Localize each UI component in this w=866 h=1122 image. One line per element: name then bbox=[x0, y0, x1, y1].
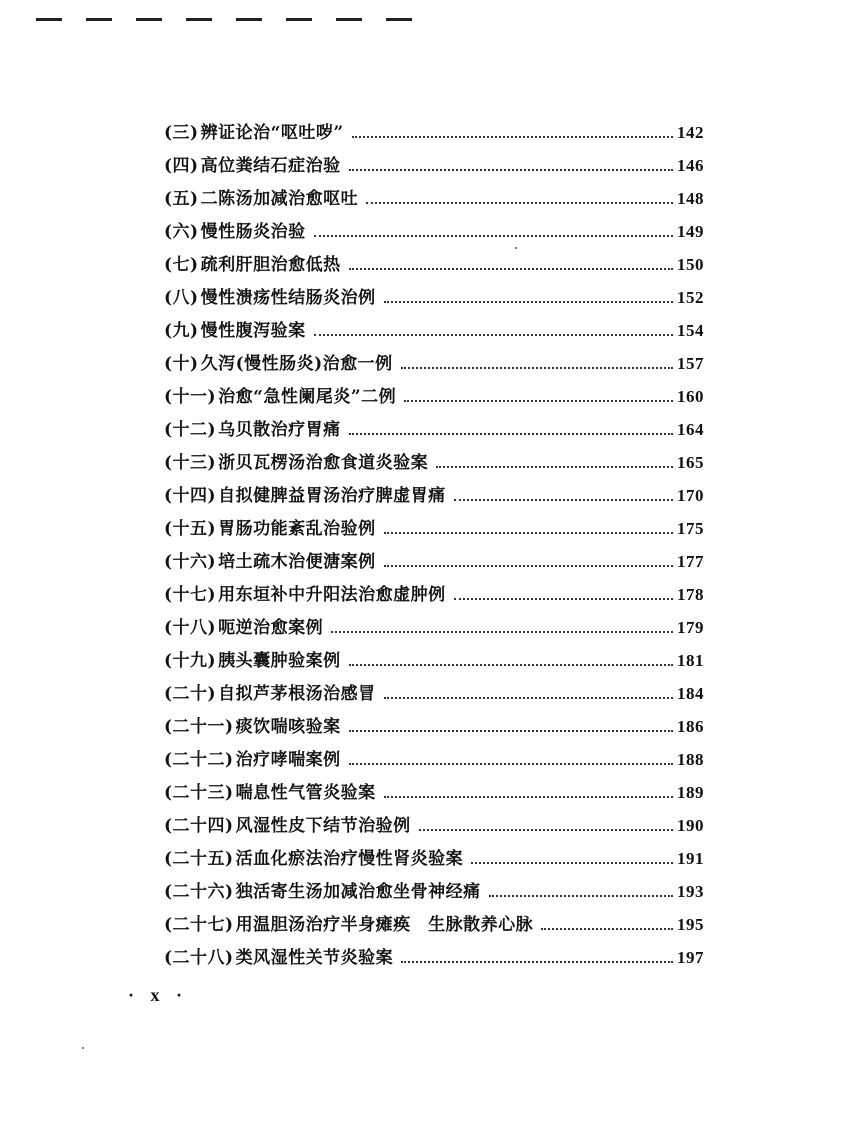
toc-entry-page: 193 bbox=[677, 882, 704, 901]
toc-leader-dots bbox=[471, 862, 673, 864]
toc-entry-number: (二十八) bbox=[164, 948, 234, 968]
scan-speck bbox=[82, 1047, 84, 1049]
toc-leader-dots bbox=[401, 961, 673, 963]
toc-entry-page: 160 bbox=[677, 387, 704, 406]
toc-entry bbox=[164, 409, 704, 442]
toc-entry bbox=[164, 904, 704, 937]
toc-entry bbox=[164, 178, 704, 211]
toc-entry bbox=[164, 310, 704, 343]
toc-entry-number: (五) bbox=[164, 189, 199, 209]
toc-entry-title: 用温胆汤治疗半身瘫痪 生脉散养心脉 bbox=[235, 915, 534, 935]
toc-entry-title: 慢性腹泻验案 bbox=[200, 321, 306, 341]
toc-leader-dots bbox=[384, 532, 673, 534]
toc-entry-page: 146 bbox=[677, 156, 704, 175]
toc-entry bbox=[164, 277, 704, 310]
toc-entry bbox=[164, 640, 704, 673]
toc-entry bbox=[164, 211, 704, 244]
toc-leader-dots bbox=[541, 928, 673, 930]
toc-entry bbox=[164, 343, 704, 376]
toc-entry-number: (十七) bbox=[164, 585, 217, 605]
page-number-marker: · x · bbox=[128, 985, 189, 1005]
toc-entry-number: (二十七) bbox=[164, 915, 234, 935]
toc-entry-number: (二十) bbox=[164, 684, 217, 704]
toc-entry-page: 189 bbox=[677, 783, 704, 802]
toc-entry bbox=[164, 706, 704, 739]
toc-leader-dots bbox=[384, 301, 673, 303]
toc-entry bbox=[164, 442, 704, 475]
toc-leader-dots bbox=[331, 631, 673, 633]
toc-entry bbox=[164, 805, 704, 838]
toc-entry-number: (二十三) bbox=[164, 783, 234, 803]
toc-entry-title: 乌贝散治疗胃痛 bbox=[218, 420, 341, 440]
toc-entry-title: 慢性溃疡性结肠炎治例 bbox=[200, 288, 376, 308]
toc-entry-number: (十五) bbox=[164, 519, 217, 539]
toc-entry-number: (六) bbox=[164, 222, 199, 242]
toc-entry bbox=[164, 574, 704, 607]
toc-entry-number: (十九) bbox=[164, 651, 217, 671]
toc-entry-number: (十三) bbox=[164, 453, 217, 473]
toc-leader-dots bbox=[384, 796, 673, 798]
toc-entry-title: 久泻(慢性肠炎)治愈一例 bbox=[200, 354, 393, 374]
toc-entry bbox=[164, 739, 704, 772]
toc-entry-title: 胰头囊肿验案例 bbox=[218, 651, 341, 671]
toc-leader-dots bbox=[404, 400, 673, 402]
toc-entry-number: (十四) bbox=[164, 486, 217, 506]
toc-entry-title: 活血化瘀法治疗慢性肾炎验案 bbox=[235, 849, 464, 869]
toc-entry bbox=[164, 772, 704, 805]
toc-entry-title: 治疗哮喘案例 bbox=[235, 750, 341, 770]
scan-speck bbox=[515, 247, 517, 249]
toc-entry-page: 150 bbox=[677, 255, 704, 274]
toc-entry-page: 152 bbox=[677, 288, 704, 307]
toc-entry-page: 186 bbox=[677, 717, 704, 736]
toc-entry bbox=[164, 145, 704, 178]
toc-entry-page: 149 bbox=[677, 222, 704, 241]
toc-entry-number: (二十二) bbox=[164, 750, 234, 770]
toc-entry-title: 培土疏木治便溏案例 bbox=[218, 552, 376, 572]
toc-leader-dots bbox=[349, 730, 673, 732]
toc-entry-number: (十一) bbox=[164, 387, 217, 407]
toc-entry-number: (十八) bbox=[164, 618, 217, 638]
toc-entry-page: 191 bbox=[677, 849, 704, 868]
header-dash-line bbox=[36, 18, 416, 24]
toc-entry bbox=[164, 838, 704, 871]
toc-entry-title: 治愈“急性阑尾炎”二例 bbox=[218, 387, 397, 407]
toc-entry bbox=[164, 541, 704, 574]
toc-leader-dots bbox=[366, 202, 673, 204]
toc-entry-title: 痰饮喘咳验案 bbox=[235, 717, 341, 737]
toc-entry-page: 197 bbox=[677, 948, 704, 967]
toc-leader-dots bbox=[352, 136, 673, 138]
toc-entry-title: 疏利肝胆治愈低热 bbox=[200, 255, 341, 275]
toc-entry-title: 辨证论治“呕吐哕” bbox=[200, 123, 344, 143]
toc-entry-title: 自拟健脾益胃汤治疗脾虚胃痛 bbox=[218, 486, 446, 506]
toc-entry-page: 195 bbox=[677, 915, 704, 934]
toc-entry-number: (十) bbox=[164, 354, 199, 374]
toc-entry-page: 165 bbox=[677, 453, 704, 472]
toc-leader-dots bbox=[314, 235, 673, 237]
toc-entry-number: (二十五) bbox=[164, 849, 234, 869]
toc-entry-number: (十二) bbox=[164, 420, 217, 440]
toc-entry bbox=[164, 376, 704, 409]
toc-entry-title: 浙贝瓦楞汤治愈食道炎验案 bbox=[218, 453, 429, 473]
toc-entry-title: 喘息性气管炎验案 bbox=[235, 783, 376, 803]
toc-entry-title: 类风湿性关节炎验案 bbox=[235, 948, 394, 968]
toc-entry-page: 175 bbox=[677, 519, 704, 538]
toc-leader-dots bbox=[349, 169, 673, 171]
toc-entry-number: (二十六) bbox=[164, 882, 234, 902]
toc-entry-number: (二十一) bbox=[164, 717, 234, 737]
toc-leader-dots bbox=[419, 829, 673, 831]
toc-entry-title: 呃逆治愈案例 bbox=[218, 618, 324, 638]
toc-entry-page: 142 bbox=[677, 123, 704, 142]
toc-leader-dots bbox=[349, 763, 673, 765]
toc-entry bbox=[164, 112, 704, 145]
toc-entry bbox=[164, 937, 704, 970]
toc-entry-title: 高位粪结石症治验 bbox=[200, 156, 341, 176]
toc-entry-title: 独活寄生汤加减治愈坐骨神经痛 bbox=[235, 882, 481, 902]
toc-entry bbox=[164, 871, 704, 904]
toc-entry bbox=[164, 475, 704, 508]
toc-entry-title: 用东垣补中升阳法治愈虚肿例 bbox=[218, 585, 446, 605]
toc-entry bbox=[164, 607, 704, 640]
toc-entry-page: 157 bbox=[677, 354, 704, 373]
toc-entry-title: 二陈汤加减治愈呕吐 bbox=[200, 189, 359, 209]
toc-entry-page: 148 bbox=[677, 189, 704, 208]
toc-entry-number: (七) bbox=[164, 255, 199, 275]
toc-entry-number: (四) bbox=[164, 156, 199, 176]
toc-leader-dots bbox=[401, 367, 673, 369]
toc-leader-dots bbox=[349, 268, 673, 270]
table-of-contents bbox=[164, 112, 704, 970]
toc-leader-dots bbox=[454, 598, 673, 600]
toc-leader-dots bbox=[314, 334, 673, 336]
toc-entry-page: 179 bbox=[677, 618, 704, 637]
toc-entry-number: (九) bbox=[164, 321, 199, 341]
toc-entry-page: 188 bbox=[677, 750, 704, 769]
toc-entry-number: (二十四) bbox=[164, 816, 234, 836]
toc-leader-dots bbox=[454, 499, 673, 501]
toc-entry-page: 181 bbox=[677, 651, 704, 670]
toc-entry-title: 慢性肠炎治验 bbox=[200, 222, 306, 242]
toc-entry-page: 190 bbox=[677, 816, 704, 835]
toc-entry-title: 自拟芦茅根汤治感冒 bbox=[218, 684, 376, 704]
toc-leader-dots bbox=[436, 466, 673, 468]
toc-entry bbox=[164, 244, 704, 277]
toc-entry-number: (十六) bbox=[164, 552, 217, 572]
toc-entry-page: 170 bbox=[677, 486, 704, 505]
toc-entry-page: 178 bbox=[677, 585, 704, 604]
toc-entry-page: 177 bbox=[677, 552, 704, 571]
toc-entry-number: (八) bbox=[164, 288, 199, 308]
toc-entry bbox=[164, 508, 704, 541]
toc-entry-title: 风湿性皮下结节治验例 bbox=[235, 816, 411, 836]
toc-leader-dots bbox=[489, 895, 673, 897]
toc-entry-title: 胃肠功能紊乱治验例 bbox=[218, 519, 376, 539]
toc-leader-dots bbox=[384, 697, 673, 699]
toc-leader-dots bbox=[384, 565, 673, 567]
toc-entry-number: (三) bbox=[164, 123, 199, 143]
toc-entry-page: 154 bbox=[677, 321, 704, 340]
toc-entry-page: 184 bbox=[677, 684, 704, 703]
toc-entry-page: 164 bbox=[677, 420, 704, 439]
toc-entry bbox=[164, 673, 704, 706]
toc-leader-dots bbox=[349, 433, 673, 435]
toc-leader-dots bbox=[349, 664, 673, 666]
